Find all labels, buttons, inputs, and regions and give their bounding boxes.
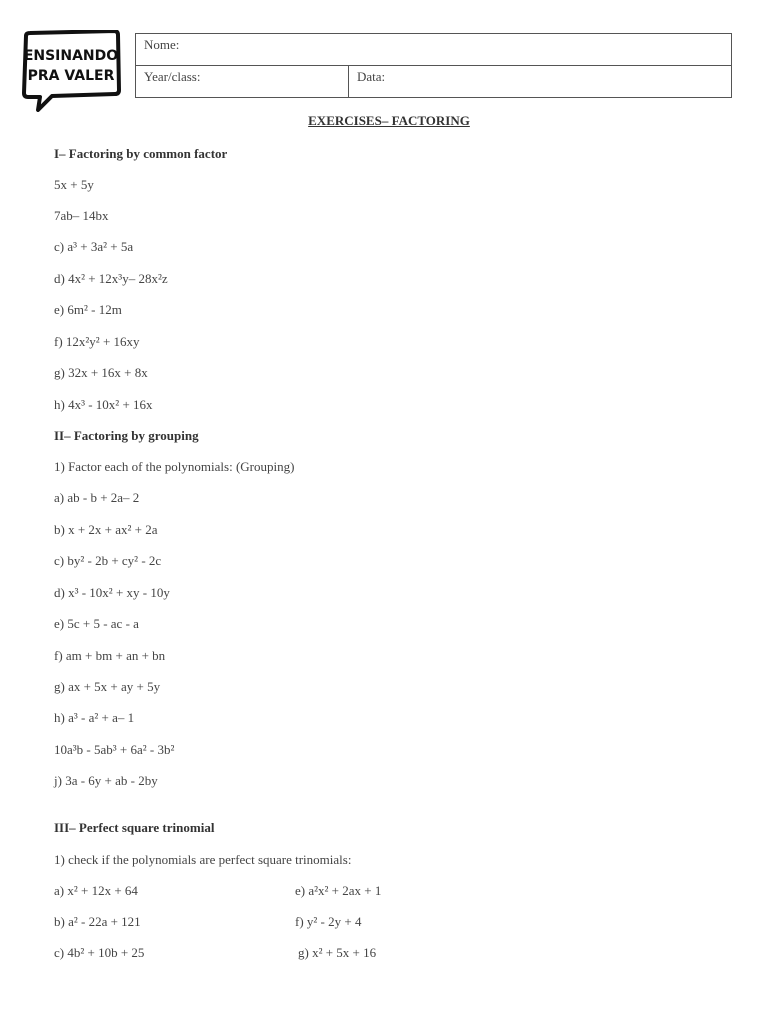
exercise-item: c) 4b² + 10b + 25 [54, 945, 145, 960]
exercise-item: 7ab– 14bx [54, 208, 109, 223]
student-info-table [135, 33, 732, 98]
logo-line-1: ENSINANDO [23, 48, 119, 64]
exercise-item: f) 12x²y² + 16xy [54, 334, 140, 349]
year-class-label: Year/class: [144, 69, 201, 84]
exercise-item: e) 5c + 5 - ac - a [54, 616, 139, 631]
exercise-item: a) x² + 12x + 64 [54, 883, 138, 898]
section-1-heading: I– Factoring by common factor [54, 146, 228, 161]
date-field[interactable] [349, 66, 732, 98]
exercise-item: f) am + bm + an + bn [54, 648, 166, 663]
exercise-item: 5x + 5y [54, 177, 94, 192]
exercise-item: g) 32x + 16x + 8x [54, 365, 148, 380]
date-label: Data: [357, 69, 386, 84]
exercise-item: e) a²x² + 2ax + 1 [295, 883, 382, 898]
logo-line-2: PRA VALER [27, 68, 115, 84]
exercise-item: c) by² - 2b + cy² - 2c [54, 553, 162, 568]
year-class-field[interactable] [136, 66, 349, 98]
name-field[interactable] [136, 34, 732, 66]
exercise-item: c) a³ + 3a² + 5a [54, 239, 134, 254]
exercise-item: b) x + 2x + ax² + 2a [54, 522, 158, 537]
exercise-item: e) 6m² - 12m [54, 302, 122, 317]
name-label: Nome: [144, 37, 180, 52]
exercise-item: h) 4x³ - 10x² + 16x [54, 397, 153, 412]
exercise-item: d) x³ - 10x² + xy - 10y [54, 585, 170, 600]
exercise-item: h) a³ - a² + a– 1 [54, 710, 135, 725]
exercise-item: a) ab - b + 2a– 2 [54, 490, 140, 505]
worksheet-title: EXERCISES– FACTORING [308, 113, 470, 128]
exercise-item: g) ax + 5x + ay + 5y [54, 679, 161, 694]
exercise-item: f) y² - 2y + 4 [295, 914, 362, 929]
exercise-item: g) x² + 5x + 16 [298, 945, 377, 960]
section-2-instruction: 1) Factor each of the polynomials: (Grouping) [54, 459, 295, 474]
exercise-item: j) 3a - 6y + ab - 2by [54, 773, 158, 788]
exercise-item: 10a³b - 5ab³ + 6a² - 3b² [54, 742, 175, 757]
ensinando-pra-valer-logo [18, 30, 122, 112]
exercise-item: b) a² - 22a + 121 [54, 914, 141, 929]
section-3-heading: III– Perfect square trinomial [54, 820, 215, 835]
section-3-instruction: 1) check if the polynomials are perfect square trinomials: [54, 852, 352, 867]
exercise-item: d) 4x² + 12x³y– 28x²z [54, 271, 168, 286]
section-2-heading: II– Factoring by grouping [54, 428, 199, 443]
